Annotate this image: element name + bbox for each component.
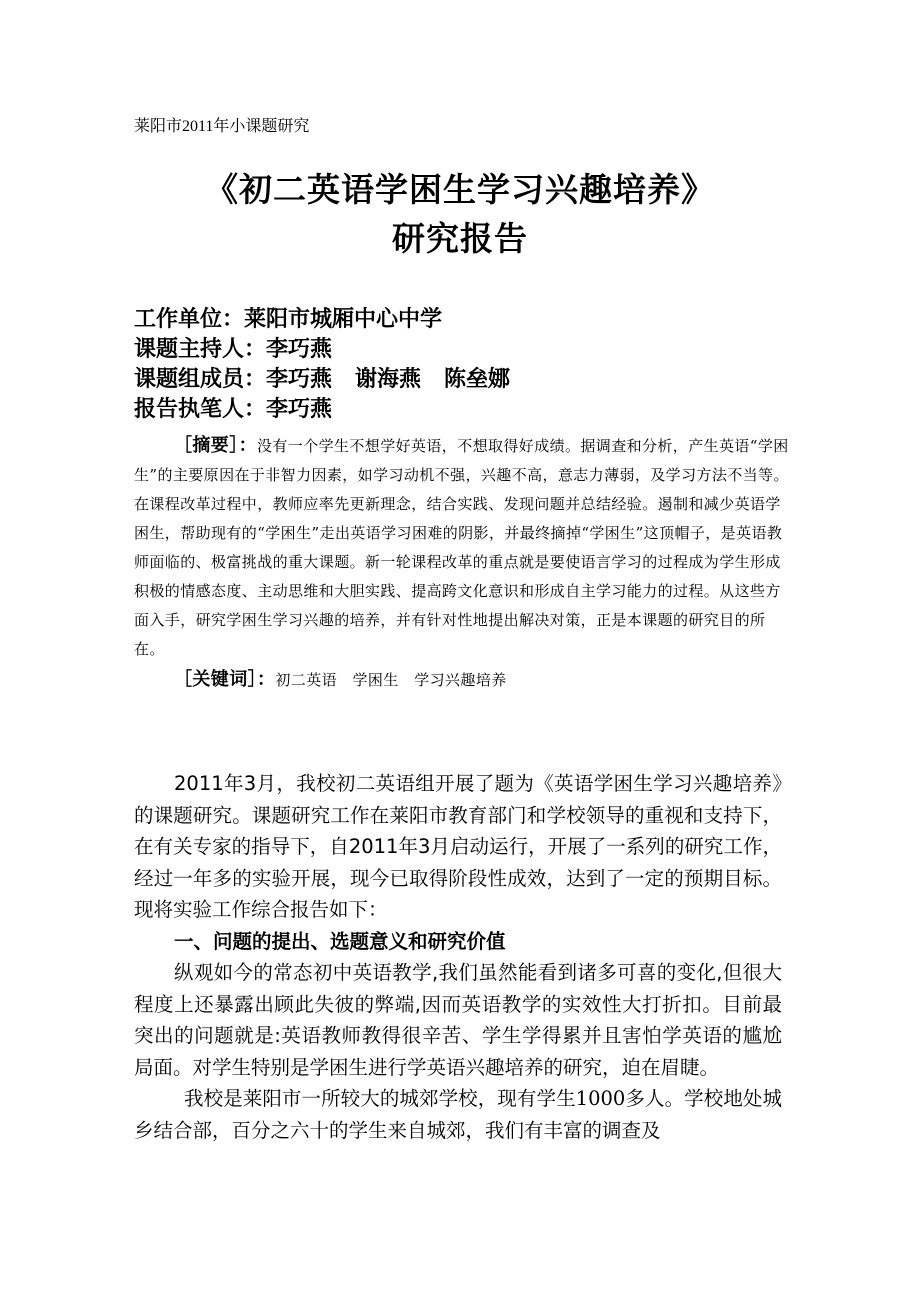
report-series-label: 莱阳市2011年小课题研究	[134, 118, 310, 135]
report-body	[134, 768, 782, 1146]
abstract-paragraph	[134, 431, 794, 664]
intro-paragraph: 2011年3月，我校初二英语组开展了题为《英语学困生学习兴趣培养》的课题研究。课题研究工作在莱阳市教育部门和学校领导的重视和支持下，在有关专家的指导下，自2011年3月启动运行，开展了一系列的研究工作，经过一年多的实验开展，现今已取得阶段性成效，达到了一定的预期目标。现将实验工作综合报告如下：	[134, 772, 782, 921]
body-paragraph: 我校是莱阳市一所较大的城郊学校，现有学生1000多人。学校地处城乡结合部，百分之六十的学生来自城郊，我们有丰富的调查及	[134, 1087, 782, 1142]
work-unit: 工作单位：莱阳市城厢中心中学	[134, 307, 443, 332]
abstract-section	[134, 431, 794, 695]
keywords-text: 初二英语 学困生 学习兴趣培养	[275, 671, 507, 689]
report-title: 《初二英语学困生学习兴趣培养》	[205, 170, 715, 209]
report-meta	[134, 305, 510, 425]
project-host: 课题主持人：李巧燕	[134, 337, 333, 362]
abstract-text: 没有一个学生不想学好英语，不想取得好成绩。据调查和分析，产生英语“学困生”的主要原因在于非智力因素，如学习动机不强，兴趣不高，意志力薄弱，及学习方法不当等。在课程改革过程中，教师应率先更新理念，结合实践、发现问题并总结经验。遏制和减少英语学困生，帮助现有的“学困生”走出英语学习困难的阴影，并最终摘掉“学困生”这顶帽子，是英语教师面临的、极富挑战的重大课题。新一轮课程改革的重点就是要使语言学习的过程成为学生形成积极的情感态度、主动思维和大胆实践、提高跨文化意识和形成自主学习能力的过程。从这些方面入手，研究学困生学习兴趣的培养，并有针对性地提出解决对策，正是本课题的研究目的所在。	[134, 437, 789, 658]
body-paragraph: 纵观如今的常态初中英语教学,我们虽然能看到诸多可喜的变化,但很大程度上还暴露出顾此失彼的弊端,因而英语教学的实效性大打折扣。目前最突出的问题就是:英语教师教得很辛苦、学生学得累并且害怕学英语的尴尬局面。对学生特别是学困生进行学英语兴趣培养的研究，迫在眉睫。	[134, 961, 782, 1079]
keywords-label: ［关键词］：	[174, 669, 276, 690]
report-writer: 报告执笔人：李巧燕	[134, 397, 333, 422]
project-members: 课题组成员：李巧燕 谢海燕 陈垒娜	[134, 367, 510, 392]
report-subtitle: 研究报告	[392, 219, 528, 258]
keywords-line	[134, 665, 794, 695]
section-heading: 一、问题的提出、选题意义和研究价值	[174, 929, 506, 953]
abstract-label: ［摘要］：	[174, 435, 257, 456]
